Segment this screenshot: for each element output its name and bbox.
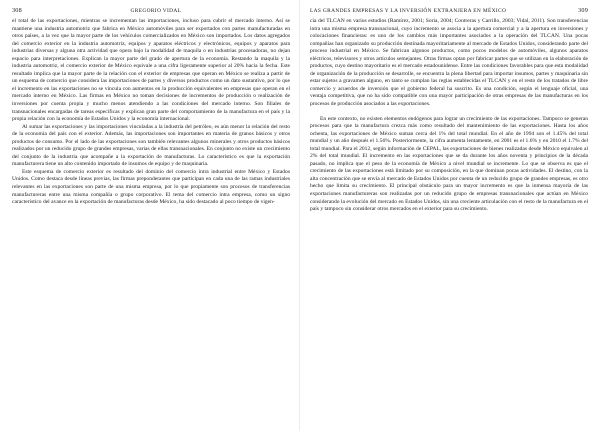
right-paragraph-2: En este contexto, no existen elementos endógenos para lograr un crecimiento de las exportaciones. Tampoco se generan procesos para que la manufactura crezca más como resultado del mantenimiento de las exportaciones. Hasta los años ochenta, las exportaciones de México suman cerca del 1% del total mundial. En el año de 1994 son el 1.45% del total mundial y un año después el 1.56%. Posteriormente, la cifra aumenta lentamente, en 2001 es el 1.6% y en 2010 el 1.7% del total mundial. Para el 2012, según información de CEPAL, las exportaciones de bienes realizadas desde México equivalen al 2% del total mundial. El incremento en las exportaciones que se da durante los años noventa y principios de la década pasado, no implica que el peso de la economía de México a nivel mundial se incremente. Lo que se observa es que el crecimiento de las exportaciones está limitado por su composición, en la que dominan pocas actividades. El destino, con la alta concentración que se envía al mercado de Estados Unidos por cuenta de un reducido grupo de grandes empresas, es otro hecho que limita su crecimiento. El principal obstáculo para un mayor incremento es que la inmensa mayoría de las exportaciones manufactureras son realizadas por un reducido grupo de empresas transnacionales que actúan en México considerando la evolución del mercado en Estados Unidos, sin una creciente articulación con el resto de la manufactura en el país y tampoco sin considerar otros mercados en el exterior para su crecimiento.: [310, 115, 588, 213]
left-paragraph-3: Este esquema de comercio exterior es resultado del dominio del comercio intra industrial entre México y Estados Unidos. Como destaca desde líneas previas, las firmas preponderantes que participan en cada una de las ramas industriales relevantes en las exportaciones son parte de una misma empresa, por lo que propiamente son procesos de transferencias manufactureras entre una misma compañía o grupo corporativo. El tema del comercio intra empresa, como un signo característico del avance en la exportación de manufacturas desde México, ha sido destacado al poco tiempo de vigen-: [12, 168, 290, 206]
left-paragraph-2: Al sumar las exportaciones y las importaciones vinculadas a la industria del petróleo, es aún menor la relación del resto de la economía del país con el exterior. Además, las importaciones son importantes en materia de granos básicos y otros productos de consumo. Por el lado de las exportaciones son también relevantes algunos minerales y otros productos básicos realizados por un reducido grupo de grandes empresas, varias de ellas transnacionales. En conjunto no existe un crecimiento del conjunto de la industria que acompañe a la exportación de manufacturas. Lo característico es que la exportación manufacturera tiene un alto contenido importado de insumos de equipo y de maquinaria.: [12, 123, 290, 168]
right-page-number: 309: [578, 7, 588, 14]
right-running-head: [310, 7, 588, 18]
left-running-head: [12, 7, 290, 18]
left-running-title: GREGORIO VIDAL: [130, 8, 182, 14]
left-page-number: 308: [12, 7, 22, 14]
left-paragraph-1: el total de las exportaciones, mientras se incrementan las importaciones, incluso para cubrir el mercado interno. Así se mantiene una industria automotriz que fabrica en México automóviles para ser exportados con partes manufacturadas en otros países, a la vez que la mayor parte de los vehículos comercializados en México son importados. Los datos agregados del comercio exterior en la industria automotriz, equipos y aparatos eléctricos y electrónicos, equipos y aparatos para industrias diversas y alguna otra actividad que opera bajo la modalidad de maquila o en industrias procesadoras, no dejan espacio para interpretaciones. Explican la mayor parte del grado de apertura de la economía. Restando la maquila y la industria automotriz, el comercio exterior de México equivale a una cifra ligeramente superior al 20% hacia la fecha. Este resultado implica que la mayor parte de la relación con el exterior de empresas que operan en México se realiza a partir de un esquema de comercio que considera las importaciones de partes y diversos productos como un dato sustantivo, por lo que el incremento en las exportaciones no se vincula con aumentos en la producción equivalentes en empresas que operan en el mercado interno en México. Las firmas en México no toman decisiones de incrementos de producción o realización de inversiones por cuenta propia y mucho menos atendiendo a las condiciones del mercado interno. Son filiales de transnacionales encargadas de tareas específicas y explican gran parte del comportamiento de la manufactura en el país y la propia relación con la economía de Estados Unidos y la economía internacional.: [12, 18, 290, 123]
right-page: [300, 0, 600, 431]
right-running-title: LAS GRANDES EMPRESAS Y LA INVERSIÓN EXTRANJERA EN MÉXICO: [310, 8, 507, 14]
right-paragraph-1: cia del TLCAN en varios estudios (Ramírez, 2001; Soria, 2004; Contreras y Carrillo, 2003; Vidal, 2011). Son transferencias intra una misma empresa transnacional, cuyo incremento se asocia a la apertura comercial y a la apertura en inversiones y colocaciones financieras: es uno de los cambios más importantes asociados a la operación del TLCAN. Una pocas compañías han organizado su producción destinada mayoritariamente al mercado de Estados Unidos, considerando parte del proceso industrial en México. Se fabrican algunos productos, como pocos modelos de automóviles, algunos aparatos eléctricos, televisores y otros artículos semejantes. Otras firmas optan por fabricar partes que se utilizan en la elaboración de productos, cuyo destino mayoritario es el mercado estadounidense. Entre las condiciones favorables para que esta modalidad de organización de la producción se desarrolle, se encuentra la plena libertad para importar insumos, partes y maquinaria sin estar sujetos a gravamen alguno, en tanto se cumplan las reglas establecidas el TLCAN y en el resto de los tratados de libre comercio y acuerdos de inversión que el gobierno federal ha suscrito. Es una condición, según el lenguaje oficial, una ventaja competitiva, que no ha sido compatible con una mayor participación de otras empresas de las manufacturas en los procesos de producción asociados a las exportaciones.: [310, 18, 588, 108]
